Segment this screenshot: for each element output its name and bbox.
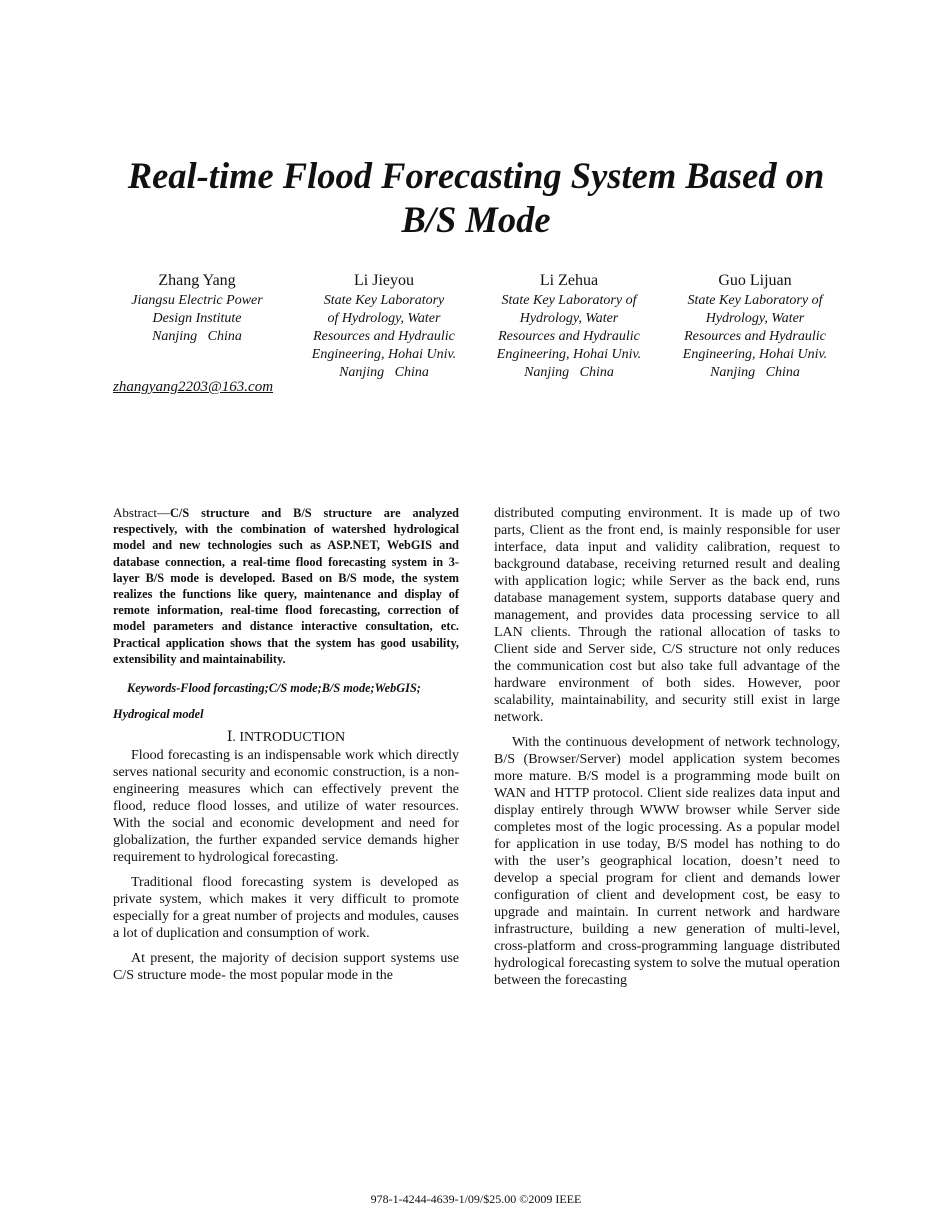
author-affiliation-line: Jiangsu Electric Power bbox=[131, 293, 263, 308]
body-paragraph: Flood forecasting is an indispensable work which directly serves national security and economic construction, is a non-engineering measures which can effectively prevent the flood, reduce flood losses, and utilize of water resources. With the social and economic development and need for globalization, the further expanded service demands higher requirement to hydrological forecasting. bbox=[113, 748, 459, 866]
abstract bbox=[113, 505, 459, 667]
copyright-footer: 978-1-4244-4639-1/09/$25.00 ©2009 IEEE bbox=[370, 1192, 582, 1206]
left-column bbox=[113, 505, 459, 984]
author-affiliation-line: Nanjing China bbox=[339, 365, 429, 380]
author-affiliation-line: State Key Laboratory of bbox=[501, 293, 637, 308]
abstract-lead: Abstract— bbox=[113, 505, 171, 520]
author-affiliation-line: Nanjing China bbox=[524, 365, 614, 380]
author-affiliation-line: State Key Laboratory bbox=[323, 293, 445, 308]
author-affiliation-line: Hydrology, Water bbox=[519, 311, 619, 326]
author-name: Li Zehua bbox=[539, 272, 599, 289]
author-affiliation-line: of Hydrology, Water bbox=[327, 311, 441, 326]
author-block-2 bbox=[294, 270, 474, 382]
author-block-3 bbox=[479, 270, 659, 382]
right-column bbox=[494, 505, 840, 989]
author-name: Li Jieyou bbox=[354, 272, 414, 289]
author-block-4 bbox=[665, 270, 845, 382]
author-affiliation-line: Engineering, Hohai Univ. bbox=[311, 347, 457, 362]
author-affiliation-line: State Key Laboratory of bbox=[687, 293, 823, 308]
author-block-1 bbox=[107, 270, 287, 346]
author-name: Guo Lijuan bbox=[718, 272, 792, 289]
body-paragraph: distributed computing environment. It is made up of two parts, Client as the front end, is mainly responsible for user interface, data input and validity calibration, request to background database, receiving returned result and dealing with application logic; while Server as the back end, runs database management system, supports database query and management, and provides data processing service to all LAN clients. Through the rational allocation of tasks to Client side and Server side, C/S structure not only reduces the communication cost but also take full advantage of the hardware environment of both sides. However, poor scalability, maintainability, and security still exist in large network. bbox=[494, 506, 840, 725]
section-heading: Ⅰ. INTRODUCTION bbox=[226, 730, 346, 746]
body-paragraph: Traditional flood forecasting system is developed as private system, which makes it very difficult to promote especially for a great number of projects and modules, causes a lot of duplication and consumption of work. bbox=[113, 875, 459, 942]
author-affiliation-line: Resources and Hydraulic bbox=[313, 329, 455, 344]
author-affiliation-line: Hydrology, Water bbox=[705, 311, 805, 326]
body-paragraph: With the continuous development of network technology, B/S (Browser/Server) model application system becomes more mature. B/S model is a programming mode built on WAN and HTTP protocol. Client side realizes data input and display entirely through WWW browser while Server side completes most of the logic processing. As a popular model for application in use today, B/S model has nothing to do with the user’s geographical location, doesn’t need to develop a special program for client and demands lower configuration of client and development cost, be easy to upgrade and maintain. In current network and hardware infrastructure, building a new generation of multi-level, cross-platform and cross-programming language distributed hydrological forecasting system to solve the mutual operation between the forecasting bbox=[494, 735, 840, 988]
author-affiliation-line: Resources and Hydraulic bbox=[684, 329, 826, 344]
author-affiliation-line: Nanjing China bbox=[152, 329, 242, 344]
author-email[interactable]: zhangyang2203@163.com bbox=[113, 379, 274, 395]
paper-title: Real-time Flood Forecasting System Based on B/S Mode bbox=[127, 155, 825, 240]
abstract-body: C/S structure and B/S structure are analyzed respectively, with the combination of watershed hydrological model and new technologies such as ASP.NET, WebGIS and database connection, a real-time flood forecasting system in 3-layer B/S mode is developed. Based on B/S mode, the system realizes the functions like query, maintenance and display of remote information, real-time flood forecasting, correction of model parameters and distance interactive consultation, etc. Practical application shows that the system has good usability, extensibility and maintainability. bbox=[113, 506, 459, 666]
author-affiliation-line: Engineering, Hohai Univ. bbox=[496, 347, 642, 362]
author-name: Zhang Yang bbox=[158, 272, 236, 289]
author-affiliation-line: Design Institute bbox=[152, 311, 242, 326]
keywords: Keywords-Flood forcasting;C/S mode;B/S mode;WebGIS; Hydrogical model bbox=[113, 681, 421, 722]
author-affiliation-line: Engineering, Hohai Univ. bbox=[682, 347, 828, 362]
body-paragraph: At present, the majority of decision support systems use C/S structure mode- the most popular mode in the bbox=[113, 951, 459, 984]
author-affiliation-line: Resources and Hydraulic bbox=[498, 329, 640, 344]
author-affiliation-line: Nanjing China bbox=[710, 365, 800, 380]
